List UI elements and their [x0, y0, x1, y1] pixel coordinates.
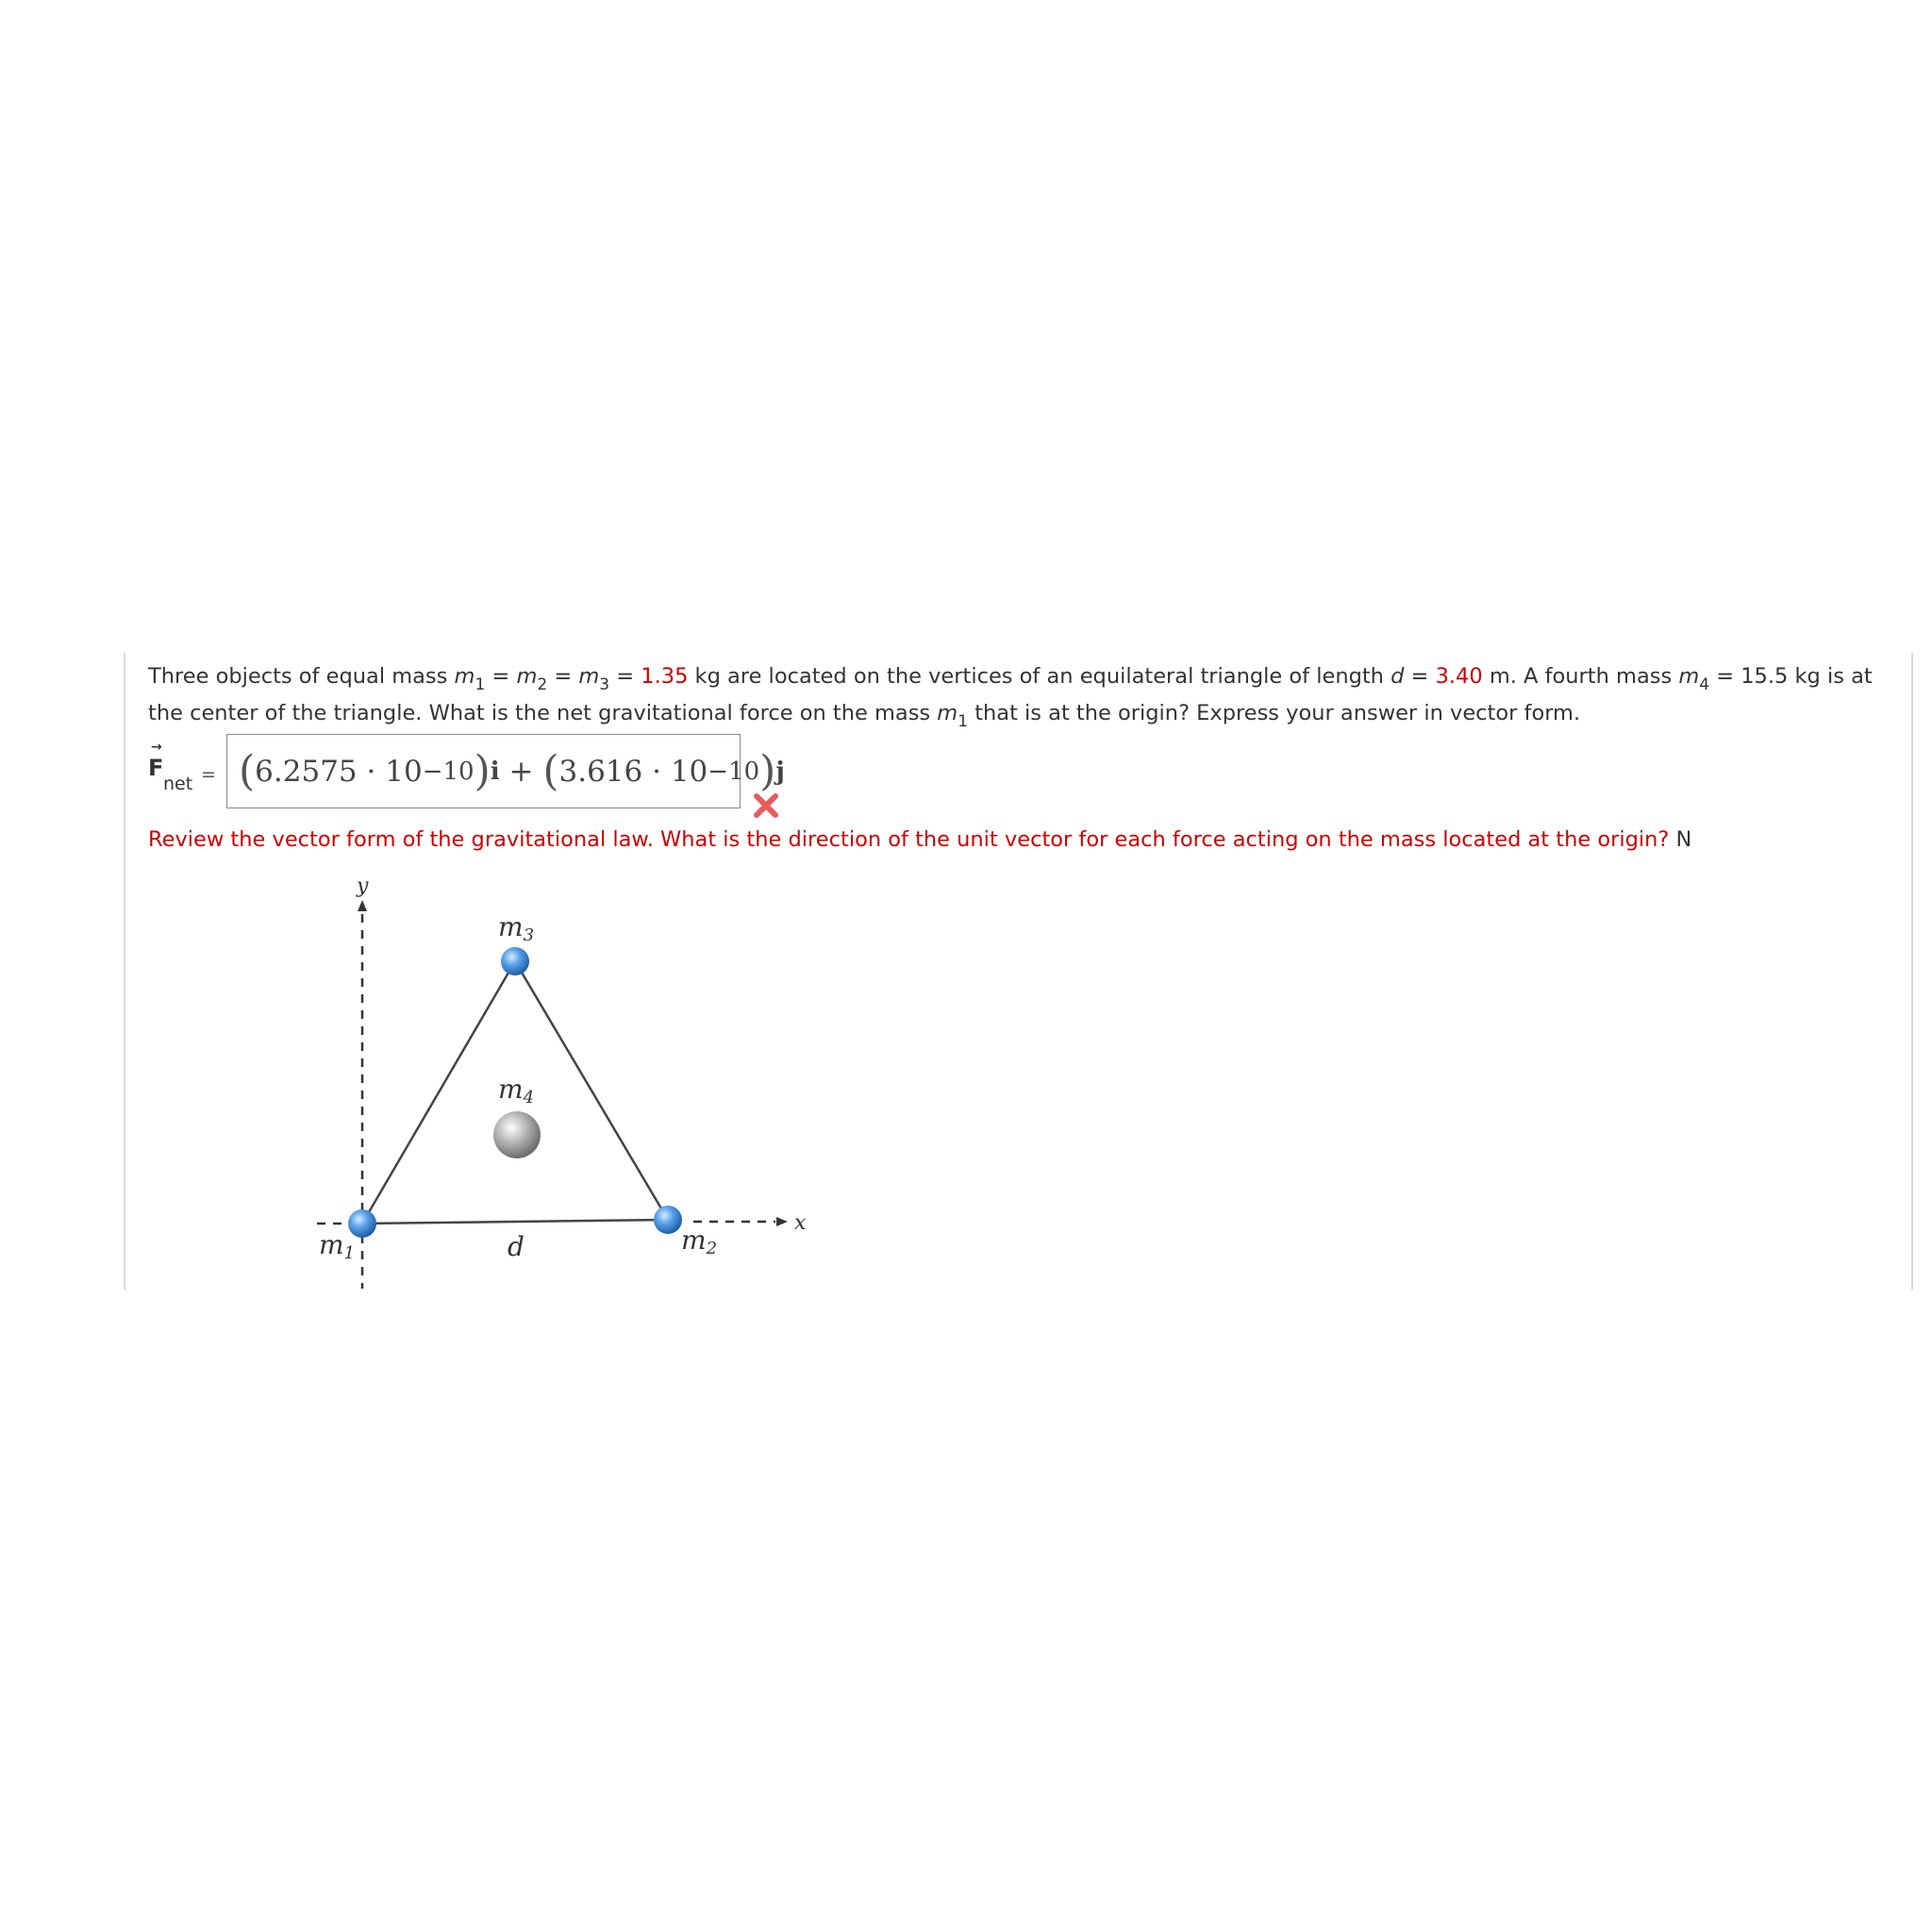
triangle-base	[362, 1220, 668, 1224]
vector-arrow-icon: →	[151, 740, 162, 755]
x-axis-label: x	[794, 1211, 807, 1235]
triangle-left-side	[362, 961, 515, 1224]
mass-m4	[493, 1111, 541, 1158]
incorrect-x-icon	[752, 791, 780, 820]
mass-value: 1.35	[641, 664, 689, 689]
y-axis-label: y	[357, 874, 369, 898]
d-label: d	[508, 1231, 525, 1262]
mass-m3	[501, 947, 529, 975]
mass-m2	[654, 1206, 682, 1234]
m1-label: m1	[319, 1229, 356, 1263]
y-axis-arrow	[358, 900, 367, 911]
m3-label: m3	[498, 911, 535, 945]
answer-input[interactable]: ( 6.2575 · 10 −10 ) i + ( 3.616 · 10 −10 ) j	[226, 734, 741, 808]
feedback-message: Review the vector form of the gravitational law. What is the direction of the unit vector for each force acting on the mass located at the origin? N	[148, 827, 1692, 852]
fnet-subscript: net	[163, 774, 193, 794]
fnet-label: F	[148, 755, 164, 781]
triangle-right-side	[515, 961, 668, 1220]
answer-row	[148, 734, 997, 809]
triangle-figure	[302, 864, 830, 1289]
m2-label: m2	[681, 1224, 718, 1258]
length-value: 3.40	[1435, 664, 1483, 689]
x-axis-arrow	[776, 1217, 788, 1226]
m4-label: m4	[498, 1074, 535, 1108]
mass-m1	[348, 1209, 376, 1238]
answer-unit: N	[1675, 827, 1692, 852]
question-text: Three objects of equal mass $m_1 = m_2 = m_3 = 1.35$ kg are located on the vertices of an equilateral triangle of length d = 3.40 m. A fourth mass $m_4 = 15.5$ kg is at the center of the triangle. What is the net gravitational force on the mass $m_1$ that is at the origin? Express your answer in vector form.	[148, 664, 1873, 731]
equals-sign: =	[201, 764, 216, 785]
